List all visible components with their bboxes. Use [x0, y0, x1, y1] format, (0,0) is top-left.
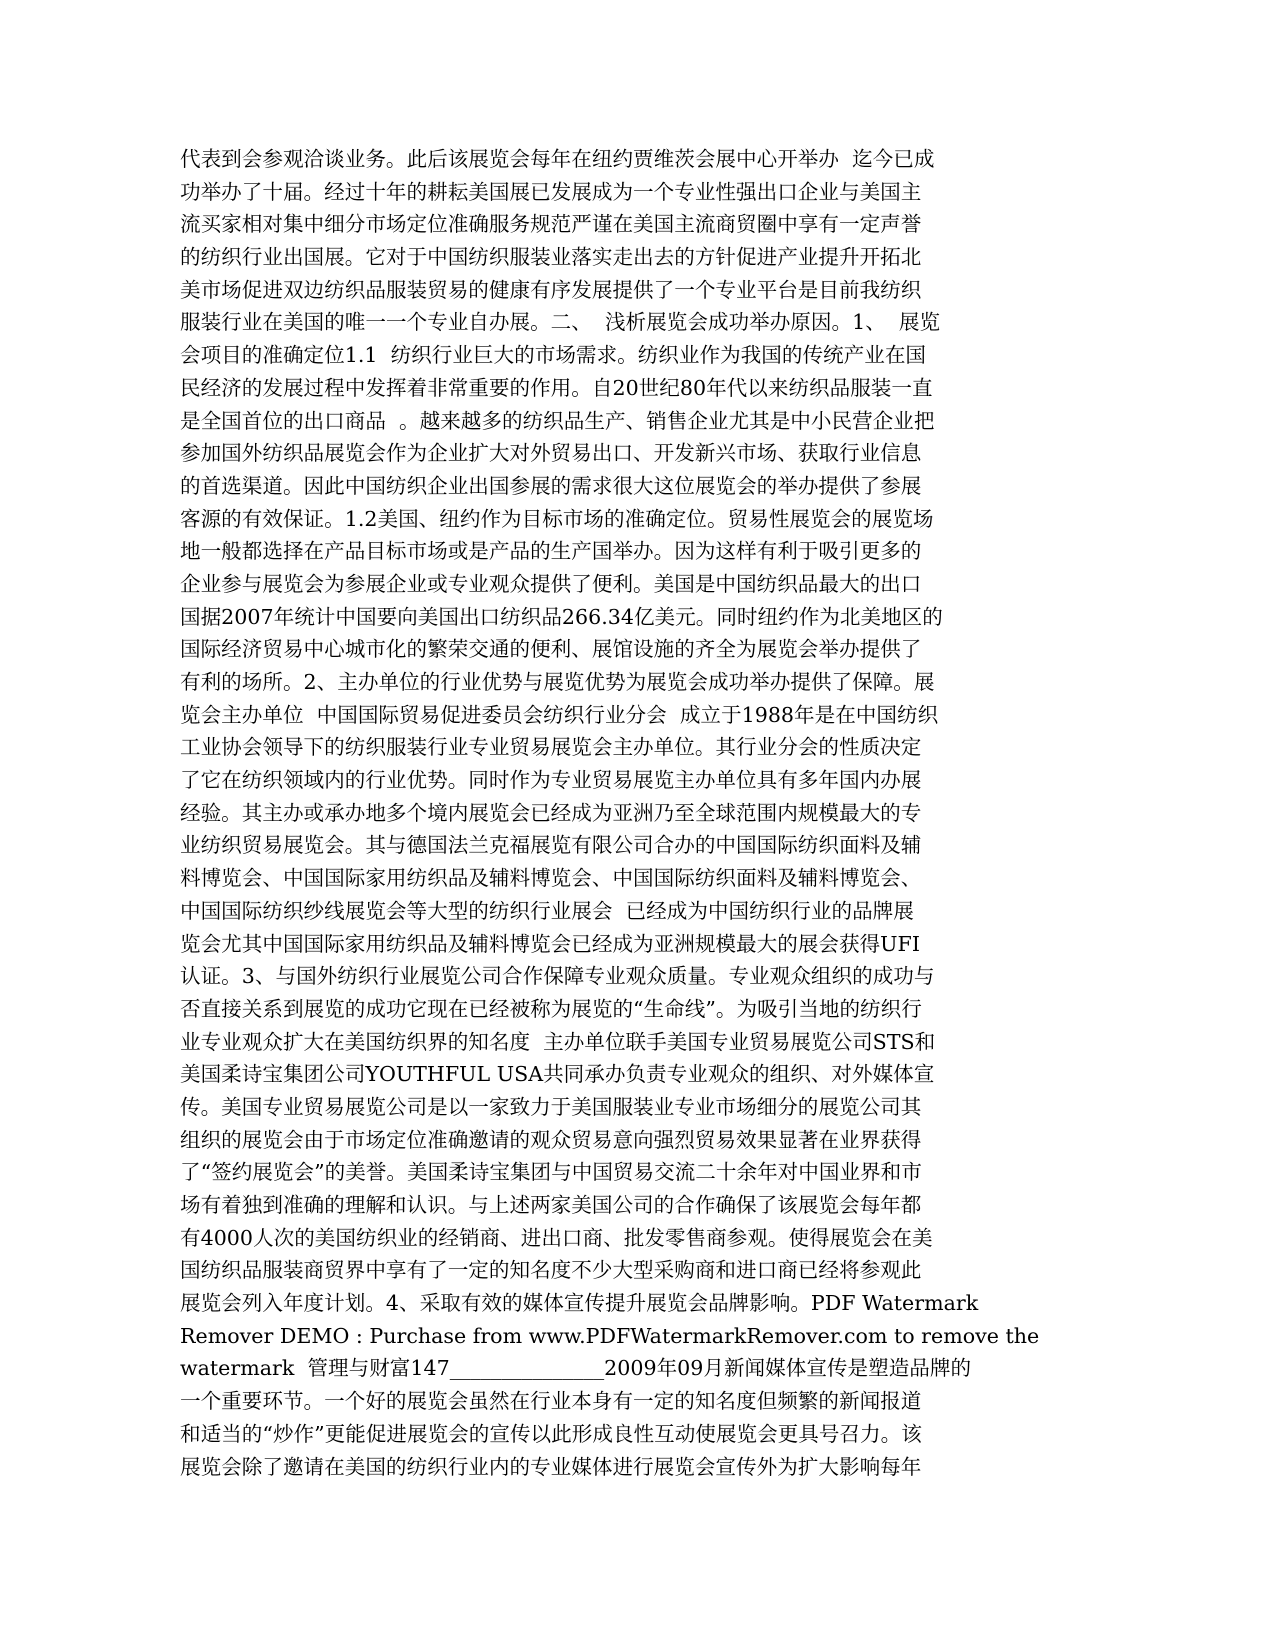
text-line: 了它在纺织领域内的行业优势。同时作为专业贸易展览主办单位具有多年国内办展 [180, 768, 922, 793]
text-line: 美国柔诗宝集团公司YOUTHFUL USA共同承办负责专业观众的组织、对外媒体宣 [180, 1062, 935, 1087]
text-line: 业专业观众扩大在美国纺织界的知名度 主办单位联手美国专业贸易展览公司STS和 [180, 1029, 936, 1054]
text-line: watermark 管理与财富147_______________2009年09月新闻媒体宣传是塑造品牌的 [180, 1356, 972, 1381]
text-line: 美市场促进双边纺织品服装贸易的健康有序发展提供了一个专业平台是目前我纺织 [180, 277, 922, 302]
text-line: 场有着独到准确的理解和认识。与上述两家美国公司的合作确保了该展览会每年都 [180, 1193, 922, 1217]
text-line: 组织的展览会由于市场定位准确邀请的观众贸易意向强烈贸易效果显著在业界获得 [180, 1127, 922, 1152]
text-line: 国纺织品服装商贸界中享有了一定的知名度不少大型采购商和进口商已经将参观此 [180, 1258, 922, 1283]
text-line: 展览会除了邀请在美国的纺织行业内的专业媒体进行展览会宣传外为扩大影响每年 [180, 1454, 922, 1479]
text-line: 览会尤其中国国际家用纺织品及辅料博览会已经成为亚洲规模最大的展会获得UFI [180, 931, 920, 956]
text-line: 中国国际纺织纱线展览会等大型的纺织行业展会 已经成为中国纺织行业的品牌展 [180, 898, 914, 923]
text-line: 经验。其主办或承办地多个境内展览会已经成为亚洲乃至全球范围内规模最大的专 [180, 800, 922, 825]
text-line: 了“签约展览会”的美誉。美国柔诗宝集团与中国贸易交流二十余年对中国业界和市 [180, 1160, 922, 1185]
text-line: 否直接关系到展览的成功它现在已经被称为展览的“生命线”。为吸引当地的纺织行 [180, 996, 922, 1021]
text-line: 认证。3、与国外纺织行业展览公司合作保障专业观众质量。专业观众组织的成功与 [180, 964, 935, 989]
body-text [180, 143, 1060, 1483]
text-line: 和适当的“炒作”更能促进展览会的宣传以此形成良性互动使展览会更具号召力。该 [180, 1421, 922, 1446]
text-line: 的首选渠道。因此中国纺织企业出国参展的需求很大这位展览会的举办提供了参展 [180, 473, 922, 498]
text-line: 传。美国专业贸易展览公司是以一家致力于美国服装业专业市场细分的展览公司其 [180, 1094, 922, 1119]
text-line: 的纺织行业出国展。它对于中国纺织服装业落实走出去的方针促进产业提升开拓北 [180, 245, 922, 270]
text-line: 展览会列入年度计划。4、采取有效的媒体宣传提升展览会品牌影响。PDF Watermark [180, 1291, 979, 1316]
text-line: 客源的有效保证。1.2美国、纽约作为目标市场的准确定位。贸易性展览会的展览场 [180, 506, 934, 531]
text-line: 功举办了十届。经过十年的耕耘美国展已发展成为一个专业性强出口企业与美国主 [180, 179, 922, 204]
text-line: 民经济的发展过程中发挥着非常重要的作用。自20世纪80年代以来纺织品服装一直 [180, 375, 933, 400]
text-line: 一个重要环节。一个好的展览会虽然在行业本身有一定的知名度但频繁的新闻报道 [180, 1389, 922, 1414]
text-line: 服装行业在美国的唯一一个专业自办展。二、 浅析展览会成功举办原因。1、 展览 [180, 310, 941, 335]
watermark-text-line: Remover DEMO : Purchase from www.PDFWatermarkRemover.com to remove the [180, 1323, 1040, 1348]
text-line: 业纺织贸易展览会。其与德国法兰克福展览有限公司合办的中国国际纺织面料及辅 [180, 833, 922, 858]
text-line: 有利的场所。2、主办单位的行业优势与展览优势为展览会成功举办提供了保障。展 [180, 670, 935, 694]
text-line: 企业参与展览会为参展企业或专业观众提供了便利。美国是中国纺织品最大的出口 [180, 571, 922, 596]
text-line: 代表到会参观洽谈业务。此后该展览会每年在纽约贾维茨会展中心开举办 迄今已成 [180, 147, 935, 171]
text-line: 有4000人次的美国纺织业的经销商、进出口商、批发零售商参观。使得展览会在美 [180, 1225, 933, 1250]
text-line: 工业协会领导下的纺织服装行业专业贸易展览会主办单位。其行业分会的性质决定 [180, 735, 922, 760]
text-line: 会项目的准确定位1.1 纺织行业巨大的市场需求。纺织业作为我国的传统产业在国 [180, 343, 927, 368]
text-line: 国据2007年统计中国要向美国出口纺织品266.34亿美元。同时纽约作为北美地区的 [180, 604, 943, 629]
text-line: 流买家相对集中细分市场定位准确服务规范严谨在美国主流商贸圈中享有一定声誉 [180, 212, 922, 237]
text-line: 国际经济贸易中心城市化的繁荣交通的便利、展馆设施的齐全为展览会举办提供了 [180, 637, 922, 662]
text-line: 是全国首位的出口商品 。越来越多的纺织品生产、销售企业尤其是中小民营企业把 [180, 408, 935, 433]
text-line: 参加国外纺织品展览会作为企业扩大对外贸易出口、开发新兴市场、获取行业信息 [180, 441, 922, 466]
text-line: 览会主办单位 中国国际贸易促进委员会纺织行业分会 成立于1988年是在中国纺织 [180, 702, 939, 727]
text-line: 地一般都选择在产品目标市场或是产品的生产国举办。因为这样有利于吸引更多的 [180, 539, 922, 564]
text-line: 料博览会、中国国际家用纺织品及辅料博览会、中国国际纺织面料及辅料博览会、 [180, 866, 922, 891]
